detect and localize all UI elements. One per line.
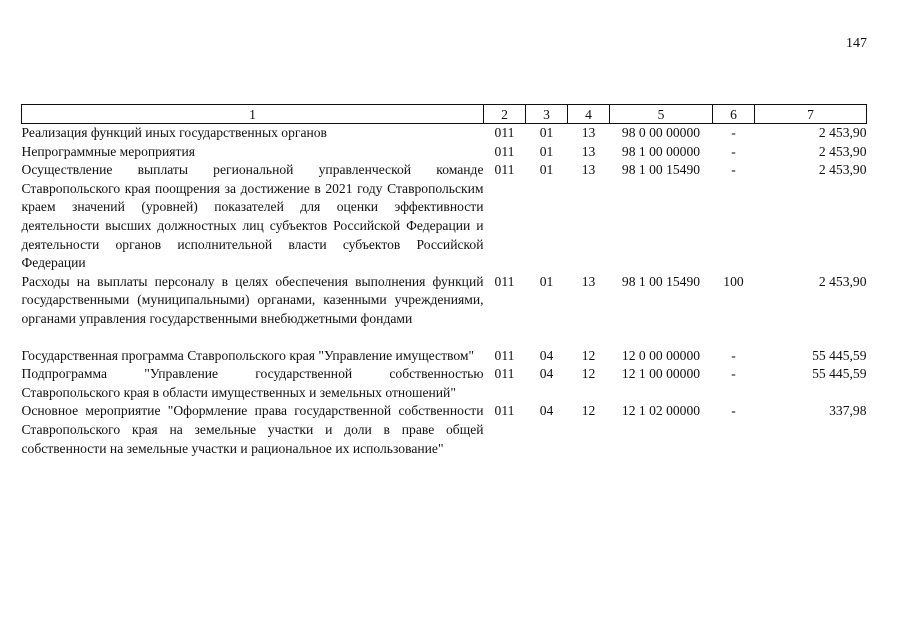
row-code-2: 011 — [494, 162, 515, 178]
row-code-3: 01 — [539, 162, 554, 178]
header-col-1: 1 — [22, 105, 484, 124]
budget-table — [21, 104, 867, 458]
row-code-3: 01 — [539, 273, 554, 289]
row-code-6: - — [731, 366, 736, 382]
row-code-4: 13 — [581, 273, 596, 289]
row-code-4: 12 — [581, 403, 596, 419]
row-code-4: 13 — [581, 143, 596, 159]
table-row — [22, 273, 867, 347]
row-code-2: 011 — [494, 366, 515, 382]
row-amount: 2 453,90 — [818, 273, 867, 289]
row-name: Осуществление выплаты региональной управленческой команде Ставропольского края поощрения за достижение в 2021 году Ставропольским краем значений (уровней) показателей для оценки эффективности деятельности высших должностных лиц субъектов Российской Федерации и деятельности органов исполнительной власти субъектов Российской Федерации — [21, 162, 484, 271]
header-col-3: 3 — [526, 105, 568, 124]
header-col-7: 7 — [755, 105, 867, 124]
row-amount: 2 453,90 — [818, 143, 867, 159]
header-col-5: 5 — [610, 105, 713, 124]
table-row — [22, 161, 867, 273]
table-row — [22, 124, 867, 143]
row-code-3: 04 — [539, 403, 554, 419]
row-code-5: 12 0 00 00000 — [621, 347, 701, 363]
row-code-4: 12 — [581, 366, 596, 382]
row-code-5: 98 0 00 00000 — [621, 125, 701, 140]
row-code-3: 04 — [539, 366, 554, 382]
row-code-2: 011 — [494, 403, 515, 419]
row-code-6: - — [731, 125, 736, 140]
row-code-4: 12 — [581, 347, 596, 363]
row-code-3: 01 — [539, 143, 554, 159]
table-header-row — [22, 105, 867, 124]
row-amount: 2 453,90 — [818, 162, 867, 178]
header-col-4: 4 — [568, 105, 610, 124]
row-code-5: 98 1 00 15490 — [621, 273, 701, 289]
row-amount: 2 453,90 — [818, 125, 867, 140]
row-name: Подпрограмма "Управление государственной собственностью Ставропольского края в области имущественных и земельных отношений" — [21, 366, 484, 400]
row-code-2: 011 — [494, 347, 515, 363]
row-code-6: 100 — [723, 273, 744, 289]
row-code-4: 13 — [581, 125, 596, 140]
row-name: Государственная программа Ставропольского края "Управление имуществом" — [21, 347, 475, 363]
row-code-3: 01 — [539, 125, 554, 140]
row-name: Основное мероприятие "Оформление права государственной собственности Ставропольского края на земельные участки и доли в праве общей собственности на земельные участки и рациональное их использование" — [21, 403, 484, 456]
page-number: 147 — [846, 36, 867, 51]
row-code-6: - — [731, 403, 736, 419]
row-code-2: 011 — [494, 143, 515, 159]
row-code-6: - — [731, 347, 736, 363]
row-code-5: 12 1 00 00000 — [621, 366, 701, 382]
row-code-5: 98 1 00 15490 — [621, 162, 701, 178]
row-code-6: - — [731, 162, 736, 178]
table-row — [22, 143, 867, 162]
row-name: Непрограммные мероприятия — [21, 143, 195, 159]
row-name: Реализация функций иных государственных органов — [21, 125, 327, 140]
row-code-4: 13 — [581, 162, 596, 178]
row-code-2: 011 — [494, 125, 515, 140]
row-code-5: 12 1 02 00000 — [621, 403, 701, 419]
row-name: Расходы на выплаты персоналу в целях обеспечения выполнения функций государственными (муниципальными) органами, казенными учреждениями, органами управления государственными внебюджетными фондами — [21, 273, 484, 326]
row-amount: 55 445,59 — [812, 347, 867, 363]
row-amount: 55 445,59 — [812, 366, 867, 382]
table-row — [22, 347, 867, 366]
row-code-5: 98 1 00 00000 — [621, 143, 701, 159]
row-amount: 337,98 — [829, 403, 867, 419]
row-code-6: - — [731, 143, 736, 159]
header-col-2: 2 — [484, 105, 526, 124]
row-code-3: 04 — [539, 347, 554, 363]
table-row — [22, 402, 867, 458]
row-code-2: 011 — [494, 273, 515, 289]
header-col-6: 6 — [713, 105, 755, 124]
table-row — [22, 365, 867, 402]
